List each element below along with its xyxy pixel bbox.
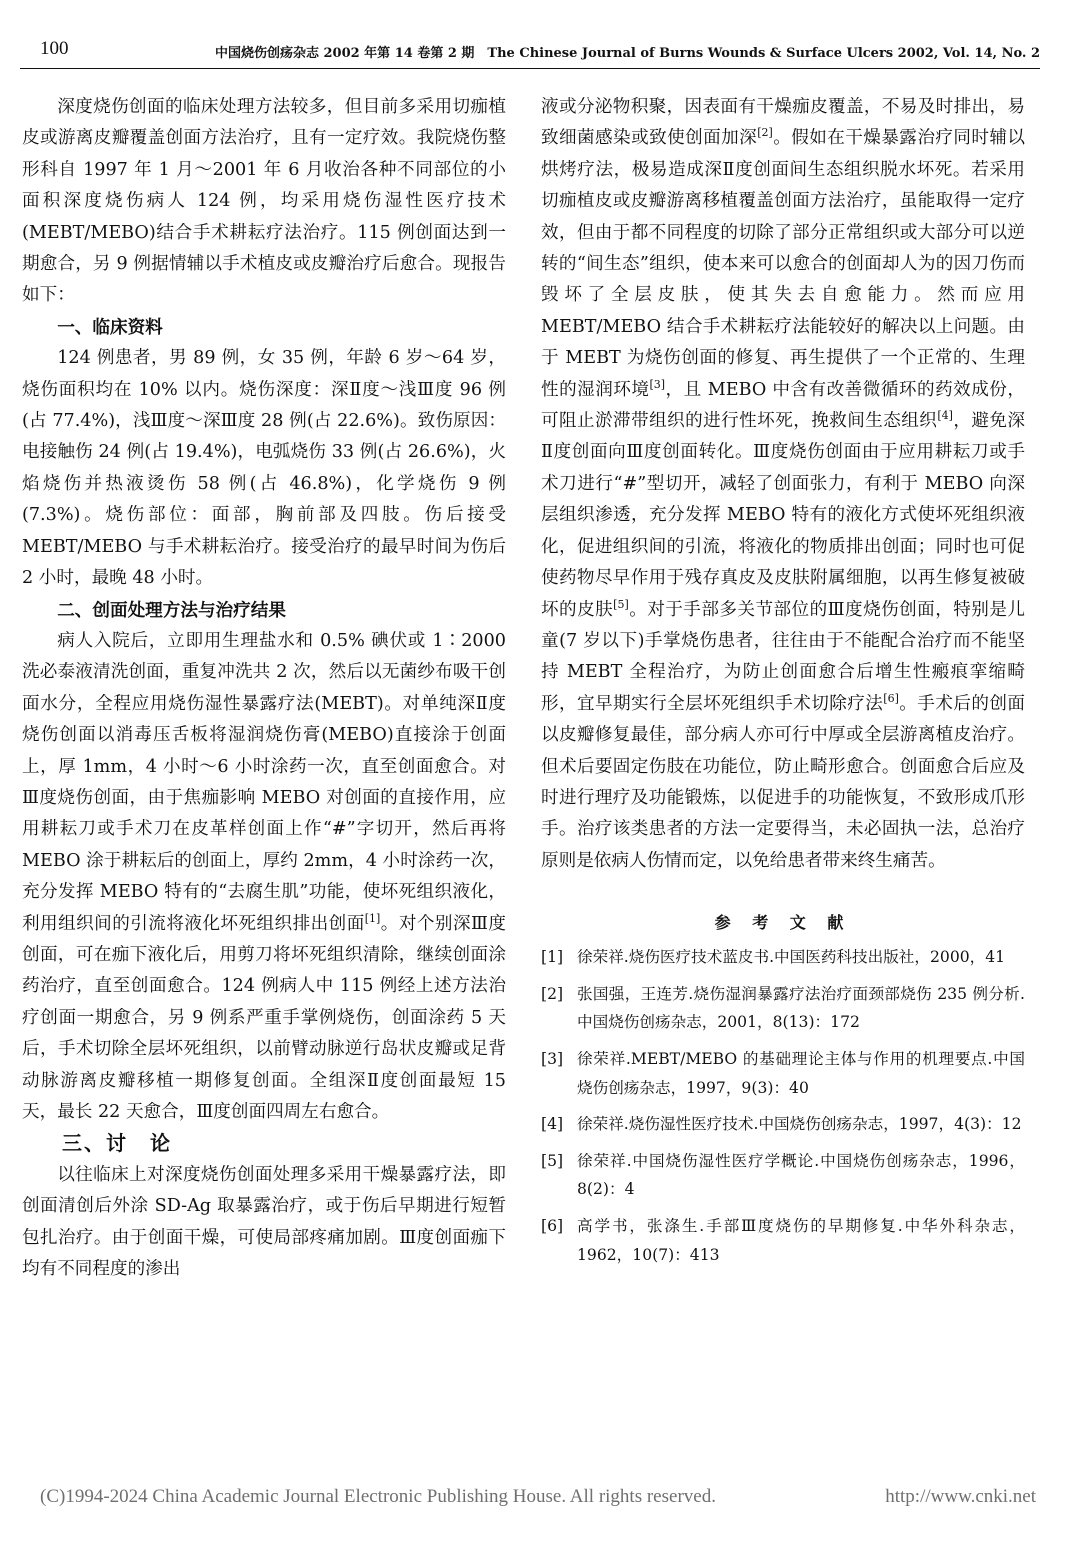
reference-item (541, 1147, 1025, 1204)
reference-number: [4] (541, 1115, 564, 1134)
discussion-text-d: ，避免深Ⅱ度创面向Ⅲ度创面转化。Ⅲ度烧伤创面由于应用耕耘刀或手术刀进行“#”型切开，减轻了创面张力，有利于 MEBO 向深层组织渗透，充分发挥 MEBO 特有的液化方式使坏死组织液化，促进组织间的引流，将液化的物质排出创面；同时也可促使药物尽早作用于残存真皮及皮肤附属细胞，以再生修复被破坏的皮肤 (541, 411, 1025, 620)
section-1-title: 一、临床资料 (57, 316, 163, 338)
page-header (20, 34, 1040, 69)
discussion-text-f: 。手术后的创面以皮瓣修复最佳，部分病人亦可行中厚或全层游离植皮治疗。但术后要固定伤肢在功能位，防止畸形愈合。创面愈合后应及时进行理疗及功能锻炼，以促进手的功能恢复，不致形成爪形手。治疗该类患者的方法一定要得当，未必固执一法，总治疗原则是依病人伤情而定，以免给患者带来终生痛苦。 (541, 693, 1025, 871)
copyright-text: (C)1994-2024 China Academic Journal Electronic Publishing House. All rights reserved. (40, 1486, 716, 1507)
discussion-text-b: 。假如在干燥暴露治疗同时辅以烘烤疗法，极易造成深Ⅱ度创面间生态组织脱水坏死。若采用切痂植皮或皮瓣游离移植覆盖创面方法治疗，虽能取得一定疗效，但由于都不同程度的切除了部分正常组织或大部分可以逆转的“间生态”组织，使本来可以愈合的创面却人为的因刀伤而毁坏了全层皮肤，使其失去自愈能力。然而应用 MEBT/MEBO 结合手术耕耘疗法能较好的解决以上问题。由于 MEBT 为烧伤创面的修复、再生提供了一个正常的、生理性的湿润环境 (541, 128, 1025, 400)
section-1-body: 124 例患者，男 89 例，女 35 例，年龄 6 岁～64 岁，烧伤面积均在 10% 以内。烧伤深度：深Ⅱ度～浅Ⅲ度 96 例(占 77.4%)，浅Ⅲ度～深Ⅲ度 28 例(占 22.6%)。致伤原因：电接触伤 24 例(占 19.4%)，电弧烧伤 33 例(占 26.6%)，火焰烧伤并热液烫伤 58 例(占 46.8%)，化学烧伤 9 例(7.3%)。烧伤部位：面部，胸前部及四肢。伤后接受 MEBT/MEBO 与手术耕耘治疗。接受治疗的最早时间为伤后 2 小时，最晚 48 小时。 (22, 348, 506, 589)
citation-4: [4] (937, 409, 953, 423)
reference-text: 高学书，张涤生.手部Ⅲ度烧伤的早期修复.中华外科杂志，1962，10(7)：413 (577, 1216, 1025, 1264)
reference-number: [3] (541, 1049, 564, 1068)
reference-item (541, 1110, 1025, 1139)
reference-text: 徐荣祥.MEBT/MEBO 的基础理论主体与作用的机理要点.中国烧伤创疡杂志，1997，9(3)：40 (577, 1049, 1025, 1097)
reference-text: 张国强，王连芳.烧伤湿润暴露疗法治疗面颈部烧伤 235 例分析.中国烧伤创疡杂志，2001，8(13)：172 (577, 984, 1025, 1032)
reference-number: [5] (541, 1151, 564, 1170)
left-column (22, 92, 506, 1285)
reference-item (541, 1045, 1025, 1102)
reference-text: 徐荣祥.烧伤湿性医疗技术.中国烧伤创疡杂志，1997，4(3)：12 (577, 1115, 1022, 1134)
discussion-text-e: 。对于手部多关节部位的Ⅲ度烧伤创面，特别是儿童(7 岁以下)手掌烧伤患者，往往由于不能配合治疗而不能坚持 MEBT 全程治疗，为防止创面愈合后增生性瘢痕挛缩畸形，宜早期实行全层坏死组织手术切除疗法 (541, 599, 1025, 714)
citation-5: [5] (613, 597, 629, 611)
citation-6: [6] (883, 691, 899, 705)
section-2-body (22, 626, 506, 1129)
citation-3: [3] (649, 377, 666, 391)
section-3-body: 以往临床上对深度烧伤创面处理多采用干燥暴露疗法，即创面清创后外涂 SD-Ag 取暴露治疗，或于伤后早期进行短暂包扎治疗。由于创面干燥，可使局部疼痛加剧。Ⅲ度创面痂下均有不同程度的渗出 (22, 1164, 506, 1280)
discussion-continued (541, 92, 1025, 877)
section-2-title: 二、创面处理方法与治疗结果 (57, 599, 286, 621)
running-title: 中国烧伤创疡杂志 2002 年第 14 卷第 2 期 The Chinese Journal of Burns Wounds & Surface Ulcers 2002, Vol. 14, No. 2 (214, 46, 1040, 61)
reference-number: [2] (541, 984, 564, 1003)
reference-text: 徐荣祥.中国烧伤湿性医疗学概论.中国烧伤创疡杂志，1996，8(2)：4 (577, 1151, 1025, 1199)
section-2-text-b: 。对个别深Ⅲ度创面，可在痂下液化后，用剪刀将坏死组织清除，继续创面涂药治疗，直至创面愈合。124 例病人中 115 例经上述方法治疗创面一期愈合，另 9 例系严重手掌例烧伤，创面涂药 5 天后，手术切除全层坏死组织，以前臂动脉逆行岛状皮瓣或足背动脉游离皮瓣移植一期修复创面。全组深Ⅱ度创面最短 15 天，最长 22 天愈合，Ⅲ度创面四周左右愈合。 (22, 913, 506, 1122)
reference-number: [6] (541, 1216, 564, 1235)
intro-paragraph: 深度烧伤创面的临床处理方法较多，但目前多采用切痂植皮或游离皮瓣覆盖创面方法治疗，且有一定疗效。我院烧伤整形科自 1997 年 1 月～2001 年 6 月收治各种不同部位的小面积深度烧伤病人 124 例，均采用烧伤湿性医疗技术(MEBT/MEBO)结合手术耕耘疗法治疗。115 例创面达到一期愈合，另 9 例据情辅以手术植皮或皮瓣治疗后愈合。现报告如下： (22, 97, 506, 306)
reference-list (541, 943, 1025, 1269)
citation-1: [1] (364, 911, 381, 925)
discussion-text-a: 液或分泌物积聚，因表面有干燥痂皮覆盖，不易及时排出，易致细菌感染或致使创面加深 (541, 97, 1025, 149)
references-title: 参 考 文 献 (714, 913, 852, 933)
reference-item (541, 943, 1025, 972)
right-column (541, 92, 1025, 1277)
copyright-watermark (40, 1486, 1036, 1508)
cnki-url: http://www.cnki.net (885, 1486, 1036, 1507)
section-3-title: 三、讨 论 (62, 1131, 172, 1156)
reference-number: [1] (541, 948, 564, 967)
reference-text: 徐荣祥.烧伤医疗技术蓝皮书.中国医药科技出版社，2000，41 (577, 948, 1006, 967)
reference-item (541, 1212, 1025, 1269)
section-2-text-a: 病人入院后，立即用生理盐水和 0.5% 碘伏或 1∶2000 洗必泰液清洗创面，重复冲洗共 2 次，然后以无菌纱布吸干创面水分，全程应用烧伤湿性暴露疗法(MEBT)。对单纯深Ⅱ度烧伤创面以消毒压舌板将湿润烧伤膏(MEBO)直接涂于创面上，厚 1mm，4 小时～6 小时涂药一次，直至创面愈合。对Ⅲ度烧伤创面，由于焦痂影响 MEBO 对创面的直接作用，应用耕耘刀或手术刀在皮革样创面上作“#”字切开，然后再将 MEBO 涂于耕耘后的创面上，厚约 2mm，4 小时涂药一次，充分发挥 MEBO 特有的“去腐生肌”功能，使坏死组织液化，利用组织间的引流将液化坏死组织排出创面 (22, 630, 506, 934)
page-number: 100 (40, 38, 69, 59)
reference-item (541, 980, 1025, 1037)
discussion-text-c: ，且 MEBO 中含有改善微循环的药效成份，可阻止淤滞带组织的进行性坏死，挽救间生态组织 (541, 379, 1025, 432)
citation-2: [2] (757, 126, 773, 140)
